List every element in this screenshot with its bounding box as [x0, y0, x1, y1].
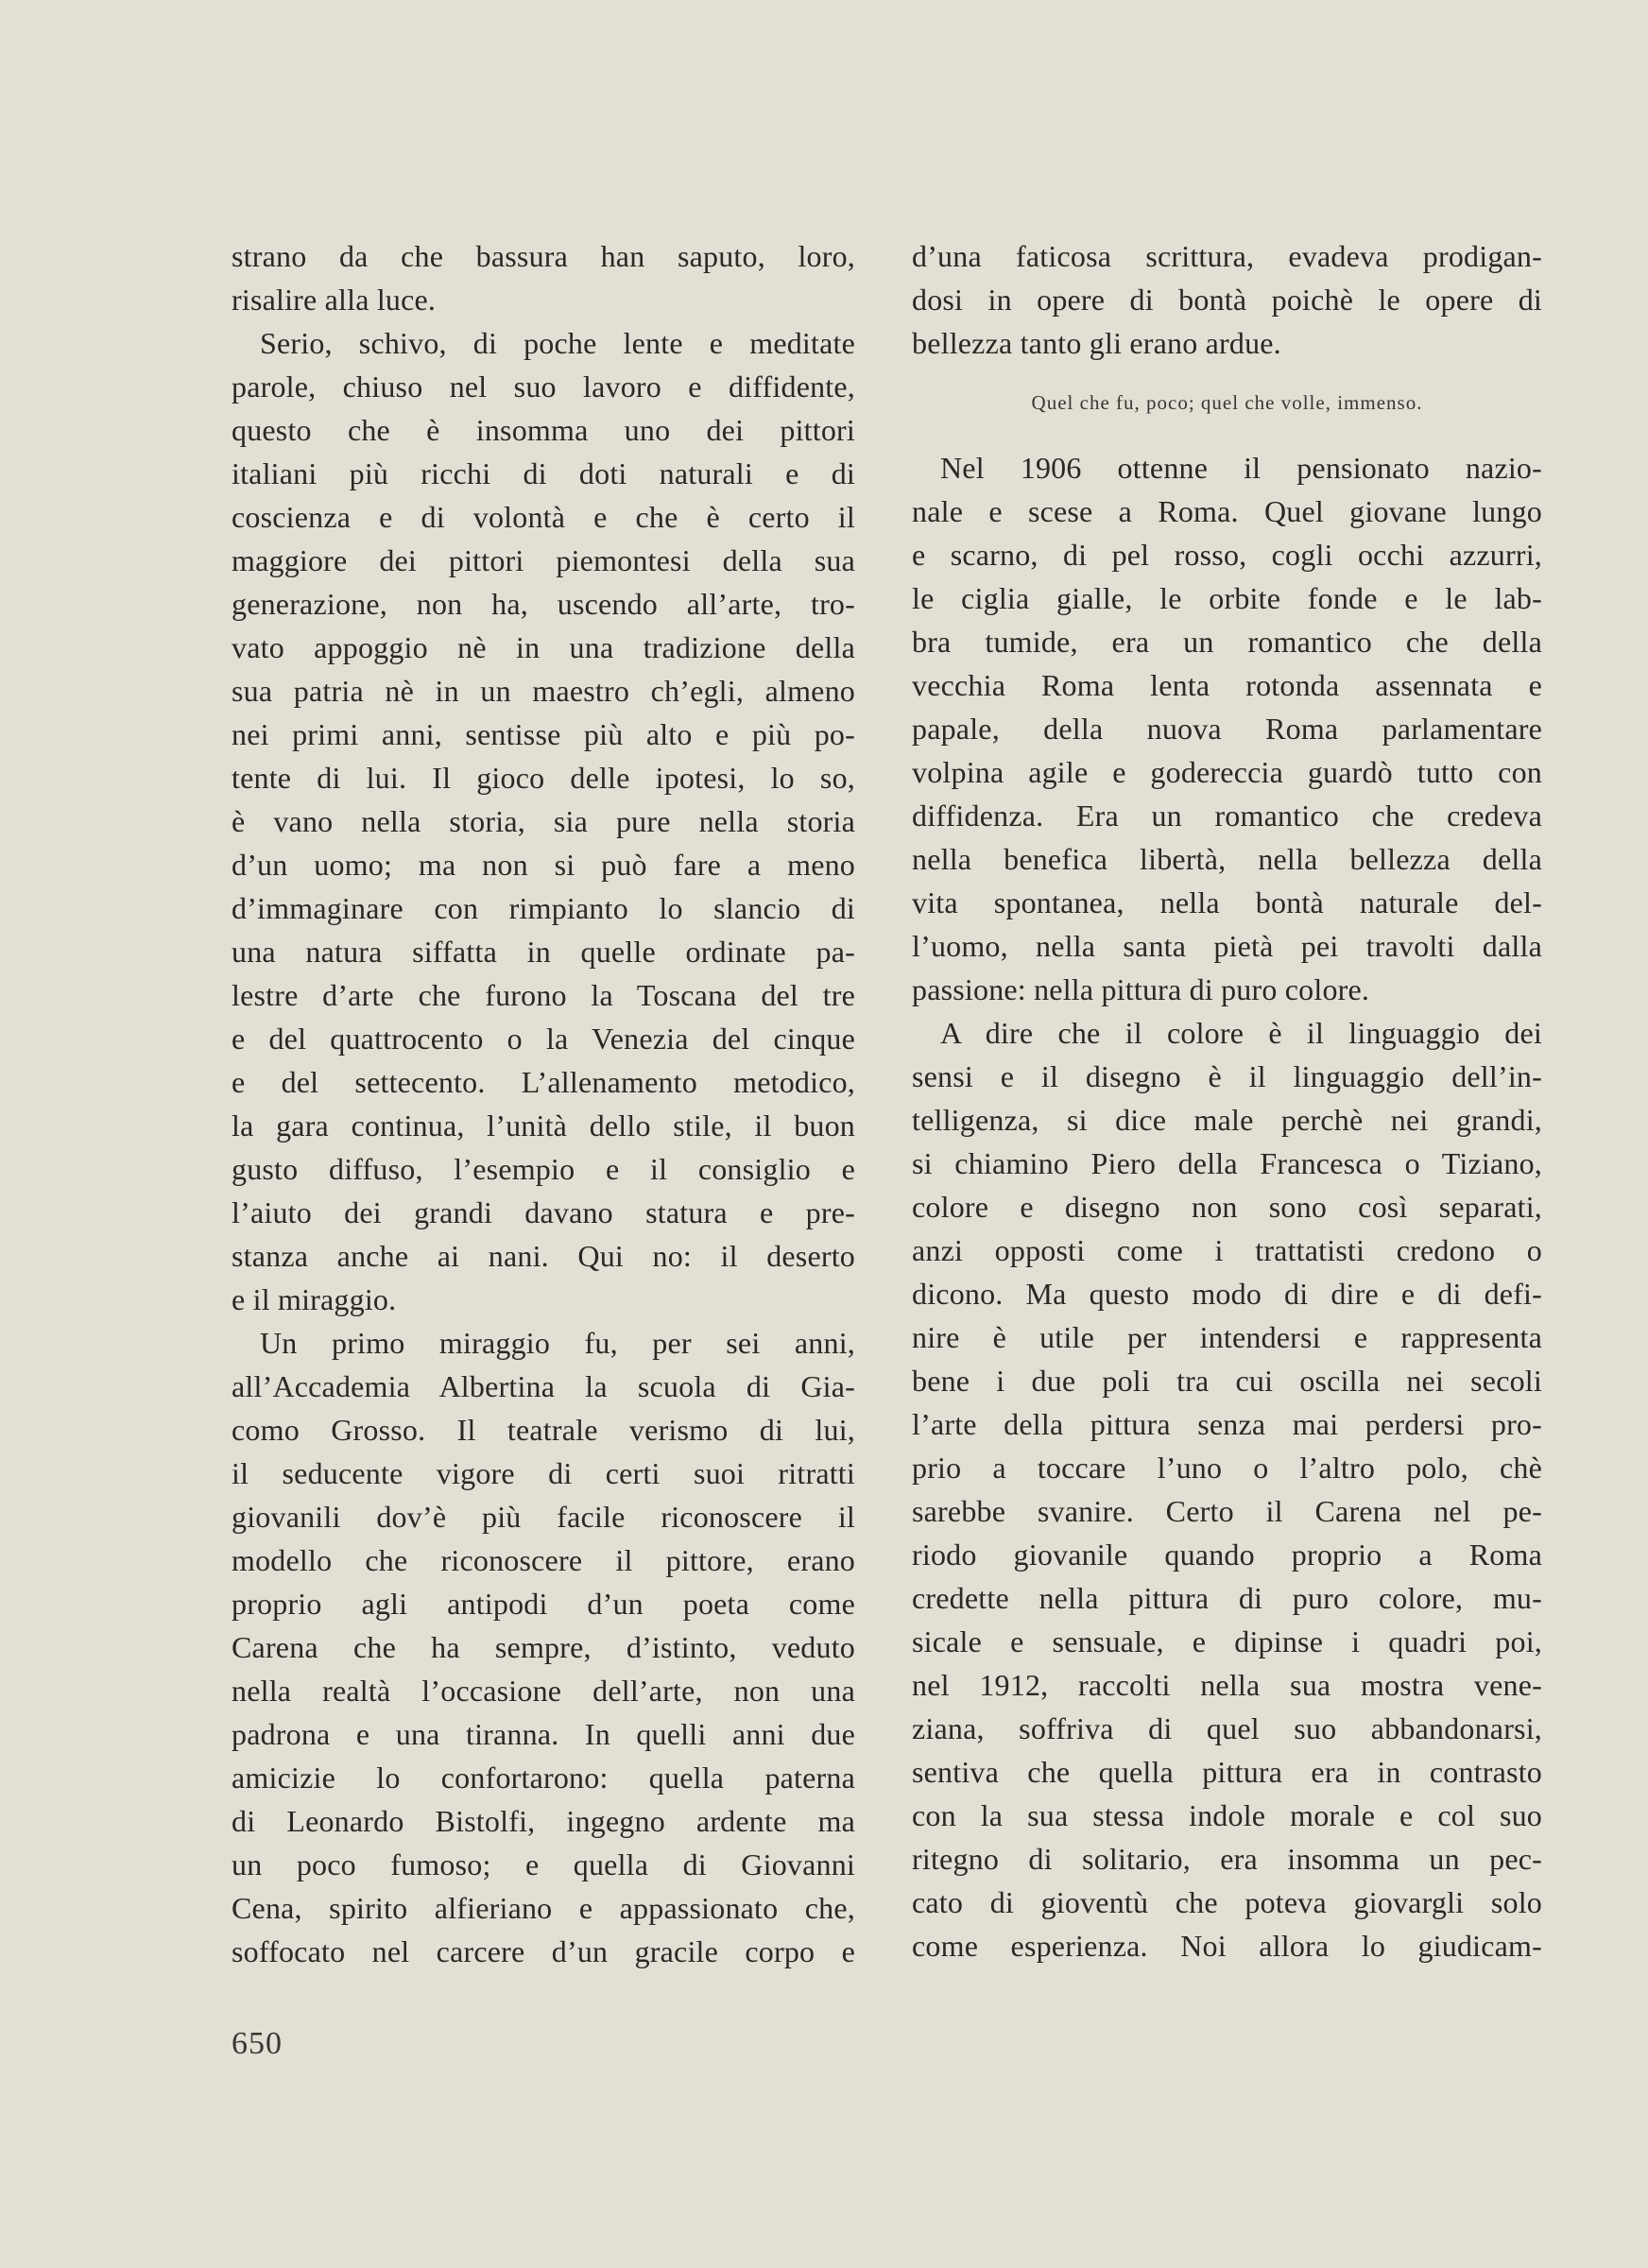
text-line: tente di lui. Il gioco delle ipotesi, lo so, — [232, 761, 855, 795]
page-number: 650 — [232, 2026, 283, 2061]
text-line: una natura siffatta in quelle ordinate pa- — [232, 935, 855, 969]
text-line: modello che riconoscere il pittore, erano — [232, 1543, 855, 1577]
text-line: nella benefica libertà, nella bellezza della — [912, 842, 1542, 876]
text-line: all’Accademia Albertina la scuola di Gia- — [232, 1369, 855, 1403]
text-line: nella realtà l’occasione dell’arte, non una — [232, 1674, 855, 1708]
text-line: vita spontanea, nella bontà naturale del- — [912, 885, 1542, 919]
text-line: Un primo miraggio fu, per sei anni, — [260, 1326, 855, 1360]
text-line: sentiva che quella pittura era in contrasto — [912, 1755, 1542, 1789]
text-line: e del settecento. L’allenamento metodico, — [232, 1065, 855, 1099]
text-line: telligenza, si dice male perchè nei grandi, — [912, 1103, 1542, 1137]
text-line: sensi e il disegno è il linguaggio dell’in- — [912, 1059, 1542, 1093]
text-line: è vano nella storia, sia pure nella storia — [232, 804, 855, 838]
text-line: lestre d’arte che furono la Toscana del tre — [232, 978, 855, 1012]
text-line: sua patria nè in un maestro ch’egli, almeno — [232, 674, 855, 708]
text-line: risalire alla luce. — [232, 283, 437, 317]
text-line: e il miraggio. — [232, 1282, 397, 1316]
text-line: l’arte della pittura senza mai perdersi pro- — [912, 1407, 1542, 1441]
right-text-column — [912, 234, 1542, 1967]
text-line: si chiamino Piero della Francesca o Tiziano, — [912, 1146, 1542, 1180]
text-line: con la sua stessa indole morale e col suo — [912, 1798, 1542, 1832]
text-line: d’un uomo; ma non si può fare a meno — [232, 848, 855, 882]
text-line: como Grosso. Il teatrale verismo di lui, — [232, 1413, 855, 1447]
text-line: e scarno, di pel rosso, cogli occhi azzurri, — [912, 538, 1542, 572]
text-line: un poco fumoso; e quella di Giovanni — [232, 1847, 855, 1881]
text-line: padrona e una tiranna. In quelli anni due — [232, 1717, 855, 1751]
text-line: l’aiuto dei grandi davano statura e pre- — [232, 1195, 855, 1229]
text-line: proprio agli antipodi d’un poeta come — [232, 1587, 855, 1621]
epigraph-quote: Quel che fu, poco; quel che volle, immenso. — [1031, 391, 1423, 414]
text-line: d’immaginare con rimpianto lo slancio di — [232, 891, 855, 925]
text-line: nale e scese a Roma. Quel giovane lungo — [912, 494, 1542, 528]
text-line: bra tumide, era un romantico che della — [912, 625, 1542, 659]
text-line: anzi opposti come i trattatisti credono o — [912, 1233, 1542, 1267]
text-line: come esperienza. Noi allora lo giudicam- — [912, 1929, 1542, 1963]
text-line: volpina agile e godereccia guardò tutto con — [912, 755, 1542, 789]
text-line: dicono. Ma questo modo di dire e di defi- — [912, 1277, 1542, 1311]
text-line: maggiore dei pittori piemontesi della sua — [232, 543, 855, 577]
text-line: dosi in opere di bontà poichè le opere di — [912, 283, 1542, 317]
text-line: bene i due poli tra cui oscilla nei secoli — [912, 1364, 1542, 1398]
text-line: ritegno di solitario, era insomma un pec- — [912, 1842, 1542, 1876]
text-line: bellezza tanto gli erano ardue. — [912, 326, 1281, 360]
text-line: soffocato nel carcere d’un gracile corpo e — [232, 1934, 855, 1968]
text-line: l’uomo, nella santa pietà pei travolti dalla — [912, 929, 1542, 963]
text-line: coscienza e di volontà e che è certo il — [232, 500, 855, 534]
text-line: questo che è insomma uno dei pittori — [232, 413, 855, 447]
text-line: di Leonardo Bistolfi, ingegno ardente ma — [232, 1804, 855, 1838]
left-text-column — [232, 234, 855, 1973]
text-line: stanza anche ai nani. Qui no: il deserto — [232, 1239, 855, 1273]
text-line: italiani più ricchi di doti naturali e di — [232, 456, 855, 490]
text-line: la gara continua, l’unità dello stile, il buon — [232, 1108, 855, 1143]
text-line: e del quattrocento o la Venezia del cinque — [232, 1022, 855, 1056]
text-line: Cena, spirito alfieriano e appassionato che, — [232, 1891, 855, 1925]
text-line: Nel 1906 ottenne il pensionato nazio- — [940, 451, 1542, 485]
text-line: A dire che il colore è il linguaggio dei — [940, 1016, 1542, 1050]
text-line: colore e disegno non sono così separati, — [912, 1190, 1542, 1224]
text-line: Serio, schivo, di poche lente e meditate — [260, 326, 855, 360]
text-line: le ciglia gialle, le orbite fonde e le lab- — [912, 581, 1542, 615]
text-line: il seducente vigore di certi suoi ritratti — [232, 1456, 855, 1490]
text-line: nei primi anni, sentisse più alto e più po- — [232, 717, 855, 751]
text-line: cato di gioventù che poteva giovargli solo — [912, 1885, 1542, 1919]
text-line: gusto diffuso, l’esempio e il consiglio e — [232, 1152, 855, 1186]
text-line: diffidenza. Era un romantico che credeva — [912, 799, 1542, 833]
text-line: papale, della nuova Roma parlamentare — [912, 712, 1542, 746]
text-line: passione: nella pittura di puro colore. — [912, 972, 1370, 1006]
text-line: strano da che bassura han saputo, loro, — [232, 239, 855, 273]
text-line: credette nella pittura di puro colore, mu- — [912, 1581, 1542, 1615]
text-line: generazione, non ha, uscendo all’arte, tro- — [232, 587, 855, 621]
text-line: sicale e sensuale, e dipinse i quadri poi, — [912, 1624, 1542, 1658]
text-line: ziana, soffriva di quel suo abbandonarsi, — [912, 1711, 1542, 1745]
text-line: nel 1912, raccolti nella sua mostra vene- — [912, 1668, 1542, 1702]
text-line: riodo giovanile quando proprio a Roma — [912, 1538, 1542, 1572]
text-line: amicizie lo confortarono: quella paterna — [232, 1761, 855, 1795]
text-line: parole, chiuso nel suo lavoro e diffidente, — [232, 369, 855, 404]
text-line: Carena che ha sempre, d’istinto, veduto — [232, 1630, 855, 1664]
text-line: prio a toccare l’uno o l’altro polo, chè — [912, 1451, 1542, 1485]
text-line: d’una faticosa scrittura, evadeva prodigan- — [912, 239, 1542, 273]
text-line: sarebbe svanire. Certo il Carena nel pe- — [912, 1494, 1542, 1528]
text-line: vecchia Roma lenta rotonda assennata e — [912, 668, 1542, 702]
text-line: giovanili dov’è più facile riconoscere il — [232, 1500, 855, 1534]
text-line: vato appoggio nè in una tradizione della — [232, 630, 855, 664]
text-line: nire è utile per intendersi e rappresenta — [912, 1320, 1542, 1354]
